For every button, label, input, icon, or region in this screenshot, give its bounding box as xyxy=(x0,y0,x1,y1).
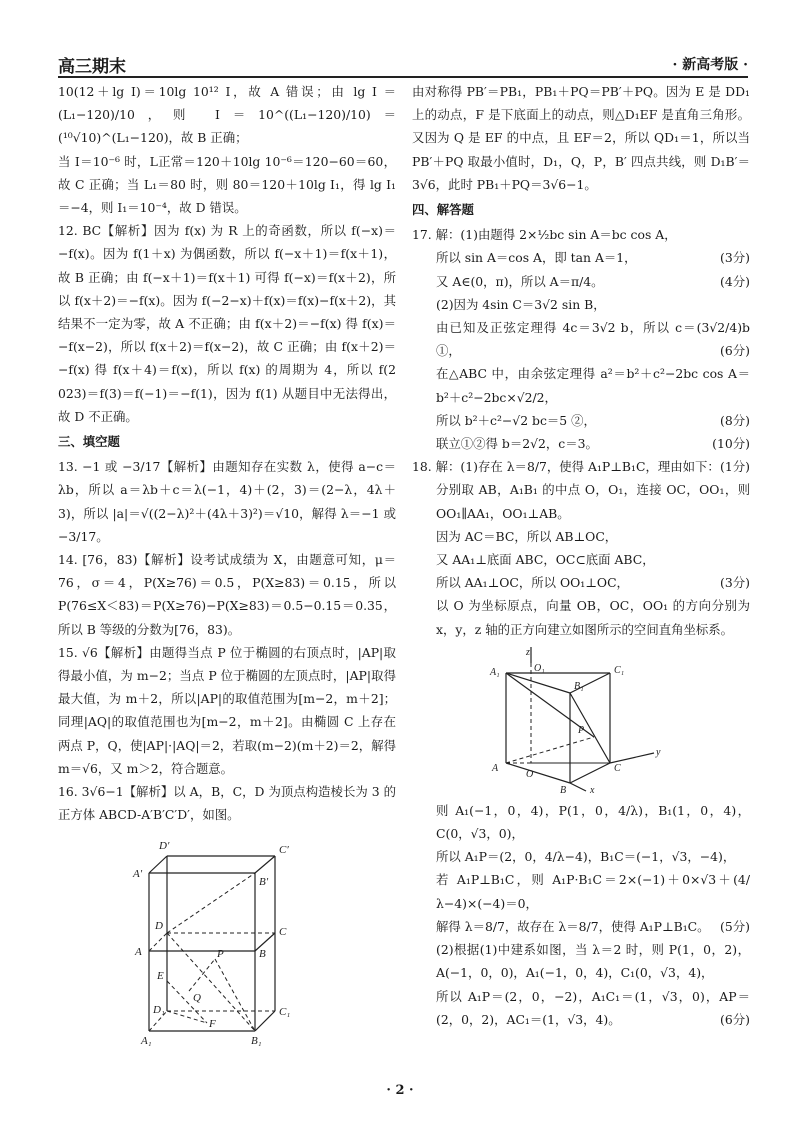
section-solutions: 四、解答题 xyxy=(412,202,474,218)
answer-11-continued: 10(12＋lg I)＝10lg 10¹² I，故 A 错误；由 lg I ＝ (L₁−120)/10，则 I＝10^((L₁−120)/10)＝(¹⁰√10)^(L₁−120)，故 B 正确； xyxy=(58,84,396,146)
score-3b: (3分) xyxy=(720,575,750,591)
label-ob: O xyxy=(526,768,534,780)
label-a-prime: A′ xyxy=(133,867,143,880)
score-8: (8分) xyxy=(720,412,750,428)
answer-12: 12. BC【解析】因为 f(x) 为 R 上的奇函数，所以 f(−x)＝−f(x)。因为 f(1＋x) 为偶函数，所以 f(−x＋1)＝f(x＋1)，故 B 正确；由 f(−x＋1)＝f(x＋1) 可得 f(−x)＝f(x＋2)，所以 f(x＋2)＝−f(x)。因为 f(−2−x)＋f(x)＝f(x)−f(x＋2)，其结果不一定为零，故 A 不正确；由 f(x＋2)＝−f(x) 得 f(x)＝−f(x−2)，所以 f(x＋2)＝f(x−2)，故 C 正确；由 f(x＋2)＝−f(x) 得 f(x＋4)＝f(x)，所以 f(x) 的周期为 4，所以 f(2 023)＝f(3)＝f(−1)＝−f(1)，因为 f(1) 从题目中无法得出，故 D 不正确。 xyxy=(58,223,396,424)
q18-step7: 则 A₁(−1，0，4)，P(1，0，4/λ)，B₁(1，0，4)，C(0，√3，0)， xyxy=(436,802,750,842)
label-bb: B xyxy=(560,784,567,795)
label-z: z xyxy=(526,646,530,658)
label-c-prime: C′ xyxy=(279,843,289,856)
answer-15: 15. √6【解析】由题得当点 P 位于椭圆的右顶点时，|AP|取得最小值，为 m−2；当点 P 位于椭圆的左顶点时，|AP|取得最大值，为 m＋2，所以|AP|的取值范围为[m−2，m＋2]；同理|AQ|的取值范围也为[m−2，m＋2]。由椭圆 C 上存在两点 P，Q，使|AP|·|AQ|＝2，若取(m−2)(m＋2)＝2，解得 m＝√6，又 m＞2，符合题意。 xyxy=(58,644,396,776)
label-pb: P xyxy=(578,724,585,736)
page-number: · 2 · xyxy=(386,1083,414,1098)
section-fill-in: 三、填空题 xyxy=(58,434,120,450)
q18-step4: 又 AA₁⊥底面 ABC，OC⊂底面 ABC， xyxy=(436,552,655,568)
label-x: x xyxy=(590,784,595,795)
label-b: B xyxy=(259,947,266,960)
label-c1: C₁ xyxy=(279,1005,291,1018)
score-10: (10分) xyxy=(712,436,750,452)
label-a1: A₁ xyxy=(141,1034,152,1046)
label-c1b: C₁ xyxy=(614,664,625,676)
q17-step4: 由已知及正弦定理得 4c＝3√2 b，所以 c＝(3√2/4)b ①， xyxy=(436,320,750,359)
q17-step7: 联立①②得 b＝2√2，c＝3。 xyxy=(436,436,598,452)
q18-step3: 因为 AC＝BC，所以 AB⊥OC， xyxy=(436,528,618,544)
q18-step12: 所以 A₁P＝(2，0，−2)，A₁C₁＝(1，√3，0)，AP＝(2，0，2)，AC₁＝(1，√3，4)。 xyxy=(436,988,750,1027)
q18-step11: (2)根据(1)中建系如图，当 λ＝2 时，则 P(1，0，2)，A(−1，0，0)，A₁(−1，0，4)，C₁(0，√3，4)， xyxy=(436,942,750,981)
label-o1: O₁ xyxy=(534,662,545,674)
score-6: (6分) xyxy=(720,343,750,359)
label-p: P xyxy=(217,947,224,960)
label-a1b: A₁ xyxy=(490,666,500,678)
answer-13: 13. −1 或 −3/17【解析】由题知存在实数 λ，使得 a−c＝λb，所以 a＝λb＋c＝λ(−1，4)＋(2，3)＝(2−λ，4λ＋3)，所以 |a|＝√((2−λ)²＋(4λ＋3)²)＝√10，解得 λ＝−1 或 −3/17。 xyxy=(58,459,396,544)
label-e: E xyxy=(157,969,164,982)
score-1: (1分) xyxy=(720,459,750,475)
left-column xyxy=(58,80,396,1050)
q18-step1: 18. 解：(1)存在 λ＝8/7，使得 A₁P⊥B₁C，理由如下： xyxy=(412,459,720,475)
q18-step2: 分别取 AB，A₁B₁ 的中点 O，O₁，连接 OC，OO₁，则 OO₁∥AA₁，OO₁⊥AB。 xyxy=(436,482,750,521)
score-3: (3分) xyxy=(720,250,750,266)
answer-16: 16. 3√6−1【解析】以 A，B，C，D 为顶点构造棱长为 3 的正方体 ABCD-A′B′C′D′，如图。 xyxy=(58,784,396,823)
label-d-prime: D′ xyxy=(159,839,170,852)
edition-label: · 新高考版 · xyxy=(672,57,748,73)
label-d1: D₁ xyxy=(153,1003,165,1016)
answer-14: 14. [76，83)【解析】设考试成绩为 X，由题意可知，μ＝76，σ＝4，P(X≥76)＝0.5，P(X≥83)＝0.15，所以 P(76≤X＜83)＝P(X≥76)−P(X≥83)＝0.5−0.15＝0.35，所以 B 等级的分数为[76，83)。 xyxy=(58,552,396,637)
label-y: y xyxy=(656,746,661,758)
label-b1b: B₁ xyxy=(574,680,584,692)
q17-step5: 在△ABC 中，由余弦定理得 a²＝b²＋c²−2bc cos A＝b²＋c²−2bc×√2/2， xyxy=(436,366,750,405)
q18-step9: 若 A₁P⊥B₁C，则 A₁P·B₁C＝2×(−1)＋0×√3＋(4/λ−4)×(−4)＝0， xyxy=(436,872,750,911)
prism-figure xyxy=(486,645,676,795)
label-c: C xyxy=(279,925,287,938)
cube-figure xyxy=(127,831,327,1046)
q18-step10: 解得 λ＝8/7，故存在 λ＝8/7，使得 A₁P⊥B₁C。 xyxy=(436,918,710,934)
q17-step2: 所以 sin A＝cos A，即 tan A＝1， xyxy=(436,250,637,266)
q17-step3: 又 A∈(0，π)，所以 A＝π/4。 xyxy=(436,273,604,289)
exam-title: 高三期末 xyxy=(58,57,126,77)
label-d: D xyxy=(155,919,163,932)
header-rule xyxy=(58,76,748,78)
answer-11-end: 当 I＝10⁻⁶ 时，L正常＝120＋10lg 10⁻⁶＝120−60＝60，故 C 正确；当 L₁＝80 时，则 80＝120＋10lg I₁，得 lg I₁＝−4，则 I₁＝10⁻⁴，故 D 错误。 xyxy=(58,153,396,216)
q17-part2: (2)因为 4sin C＝3√2 sin B， xyxy=(436,296,606,312)
q18-step6: 以 O 为坐标原点，向量 OB，OC，OO₁ 的方向分别为 x，y，z 轴的正方向建立如图所示的空间直角坐标系。 xyxy=(436,598,750,637)
score-5: (5分) xyxy=(720,918,750,934)
q18-step8: 所以 A₁P＝(2，0，4/λ−4)，B₁C＝(−1，√3，−4)， xyxy=(436,849,736,865)
label-a: A xyxy=(135,945,142,958)
label-ab: A xyxy=(492,762,499,774)
q17-step6: 所以 b²＋c²−√2 bc＝5 ②， xyxy=(436,412,596,428)
score-4: (4分) xyxy=(720,273,750,289)
label-b1: B₁ xyxy=(251,1034,262,1046)
score-6b: (6分) xyxy=(720,1011,750,1027)
right-column xyxy=(412,80,750,1031)
page-header xyxy=(58,52,748,76)
label-cb: C xyxy=(614,762,621,774)
label-q: Q xyxy=(193,991,201,1004)
label-b-prime: B′ xyxy=(259,875,269,888)
q17-step1: 17. 解：(1)由题得 2×½bc sin A＝bc cos A， xyxy=(412,227,677,243)
q18-step5: 所以 AA₁⊥OC，所以 OO₁⊥OC， xyxy=(436,575,629,591)
label-f: F xyxy=(209,1017,216,1030)
answer-16-continued: 由对称得 PB′＝PB₁，PB₁＋PQ＝PB′＋PQ。因为 E 是 DD₁ 上的动点，F 是下底面上的动点，则△D₁EF 是直角三角形。又因为 Q 是 EF 的中点，且 EF＝2，所以 QD₁＝1，所以当 PB′＋PQ 取最小值时，D₁，Q，P，B′ 四点共线，则 D₁B′＝3√6，此时 PB₁＋PQ＝3√6−1。 xyxy=(412,84,750,192)
